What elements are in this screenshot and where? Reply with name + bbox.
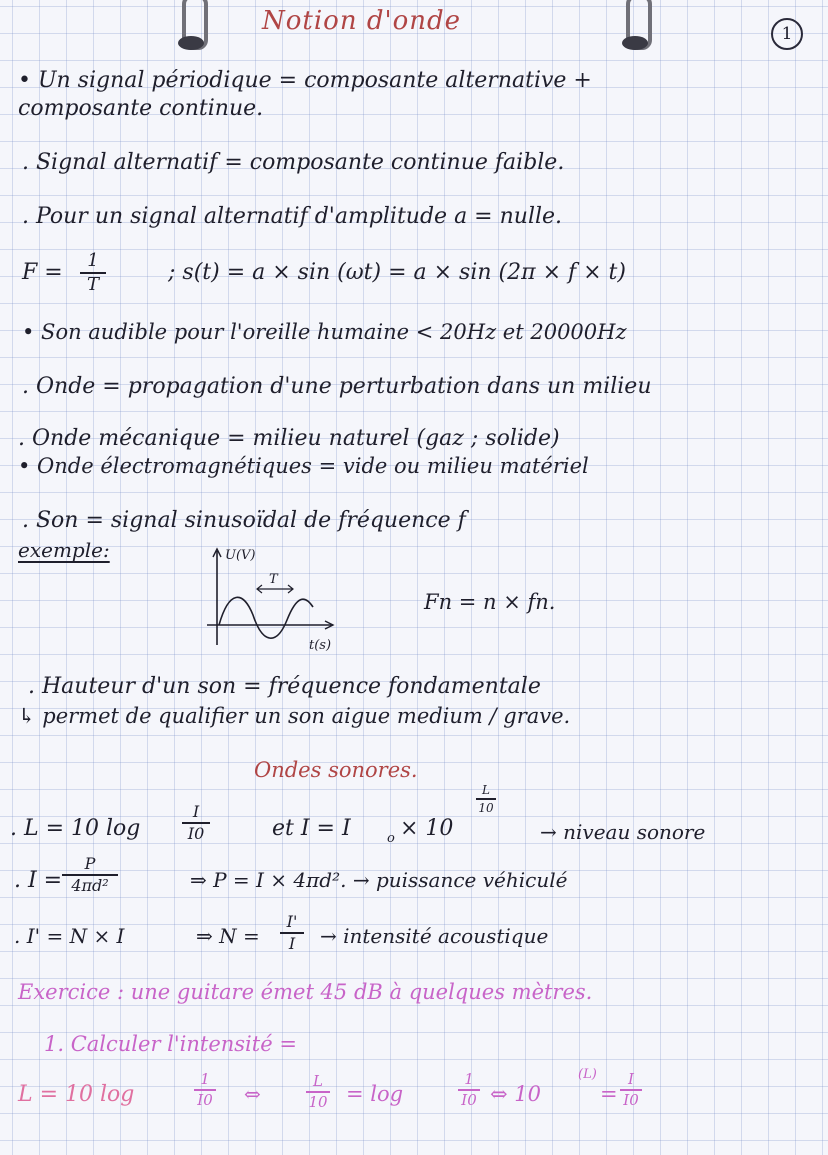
line-intensite-acoustique: → intensité acoustique xyxy=(320,924,549,948)
binder-ring-left-base xyxy=(178,36,204,50)
page-title: Notion d'onde xyxy=(262,6,462,36)
exercise-log-term: = log xyxy=(346,1082,404,1106)
line-times-ten: × 10 xyxy=(400,816,454,841)
line-niveau-sonore-formula: . L = 10 log xyxy=(10,816,141,841)
exercise-exponent: (L) xyxy=(578,1067,597,1082)
section-title-ondes-sonores: Ondes sonores. xyxy=(254,758,418,782)
line-sine-formula: ; s(t) = a × sin (ωt) = a × sin (2π × f × t) xyxy=(168,260,626,285)
exercise-equals: = xyxy=(600,1082,618,1106)
line-son-audible: • Son audible pour l'oreille humaine < 20Hz et 20000Hz xyxy=(22,320,627,344)
line-onde-electromagnetique: • Onde électromagnétiques = vide ou milieu matériel xyxy=(18,454,589,478)
line-frequency-label: F = xyxy=(22,260,63,285)
exercise-fraction-1-over-i0-b: 1 I0 xyxy=(458,1072,480,1108)
line-son-sinusoidal: . Son = signal sinusoïdal de fréquence f xyxy=(22,508,466,533)
line-intensity-power: . I = xyxy=(14,868,63,893)
line-niveau-sonore-label: → niveau sonore xyxy=(540,820,706,844)
exercise-fraction-1-over-i0: 1 I0 xyxy=(194,1072,216,1108)
exercise-power-of-ten: ⇔ 10 xyxy=(490,1082,541,1106)
fraction-i-over-i0: I I0 xyxy=(182,804,210,842)
exercise-formula-start: L = 10 log xyxy=(18,1082,135,1107)
line-onde-propagation: . Onde = propagation d'une perturbation dans un milieu xyxy=(22,374,652,399)
exercise-fraction-i-over-i0: I I0 xyxy=(620,1072,642,1108)
sketch-period-label: T xyxy=(269,572,278,587)
line-signal-periodique: • Un signal périodique = composante alternative + xyxy=(18,68,592,93)
page-number: 1 xyxy=(771,18,803,50)
fraction-p-over-area: P 4πd² xyxy=(62,856,118,894)
line-puissance-vehicule: ⇒ P = I × 4πd². → puissance véhiculé xyxy=(190,868,568,892)
line-onde-mecanique: . Onde mécanique = milieu naturel (gaz ; solide) xyxy=(18,426,560,451)
signal-sketch xyxy=(205,545,355,655)
exercise-equiv-1: ⇔ xyxy=(244,1082,261,1106)
i0-subscript: o xyxy=(387,831,395,846)
exercise-question-1: 1. Calculer l'intensité = xyxy=(44,1032,297,1056)
binder-ring-right-base xyxy=(622,36,648,50)
line-harmonic-frequency: Fn = n × fn. xyxy=(424,590,556,614)
line-n-ratio: ⇒ N = xyxy=(196,924,260,948)
sketch-wave xyxy=(219,597,313,638)
line-signal-alternatif: . Signal alternatif = composante continue faible. xyxy=(22,150,565,175)
line-qualifier-son: ↳ permet de qualifier un son aigue medium / grave. xyxy=(18,704,571,728)
fraction-1-over-t: 1 T xyxy=(80,252,106,294)
fraction-exponent-l-10: L 10 xyxy=(476,784,496,814)
example-label: exemple: xyxy=(18,538,110,562)
line-composante-continue: composante continue. xyxy=(18,96,264,121)
exercise-fraction-l-over-10: L 10 xyxy=(306,1074,330,1110)
line-intensity-formula: et I = I xyxy=(272,816,351,841)
line-hauteur-son: . Hauteur d'un son = fréquence fondamentale xyxy=(28,674,541,699)
line-acoustic-intensity: . I' = N × I xyxy=(14,924,125,948)
sketch-x-label: t(s) xyxy=(309,638,332,653)
line-amplitude-nulle: . Pour un signal alternatif d'amplitude a = nulle. xyxy=(22,204,563,229)
exercise-statement: Exercice : une guitare émet 45 dB à quelques mètres. xyxy=(18,980,593,1004)
fraction-iprime-over-i: I' I xyxy=(280,914,304,952)
sketch-y-label: U(V) xyxy=(225,548,256,563)
